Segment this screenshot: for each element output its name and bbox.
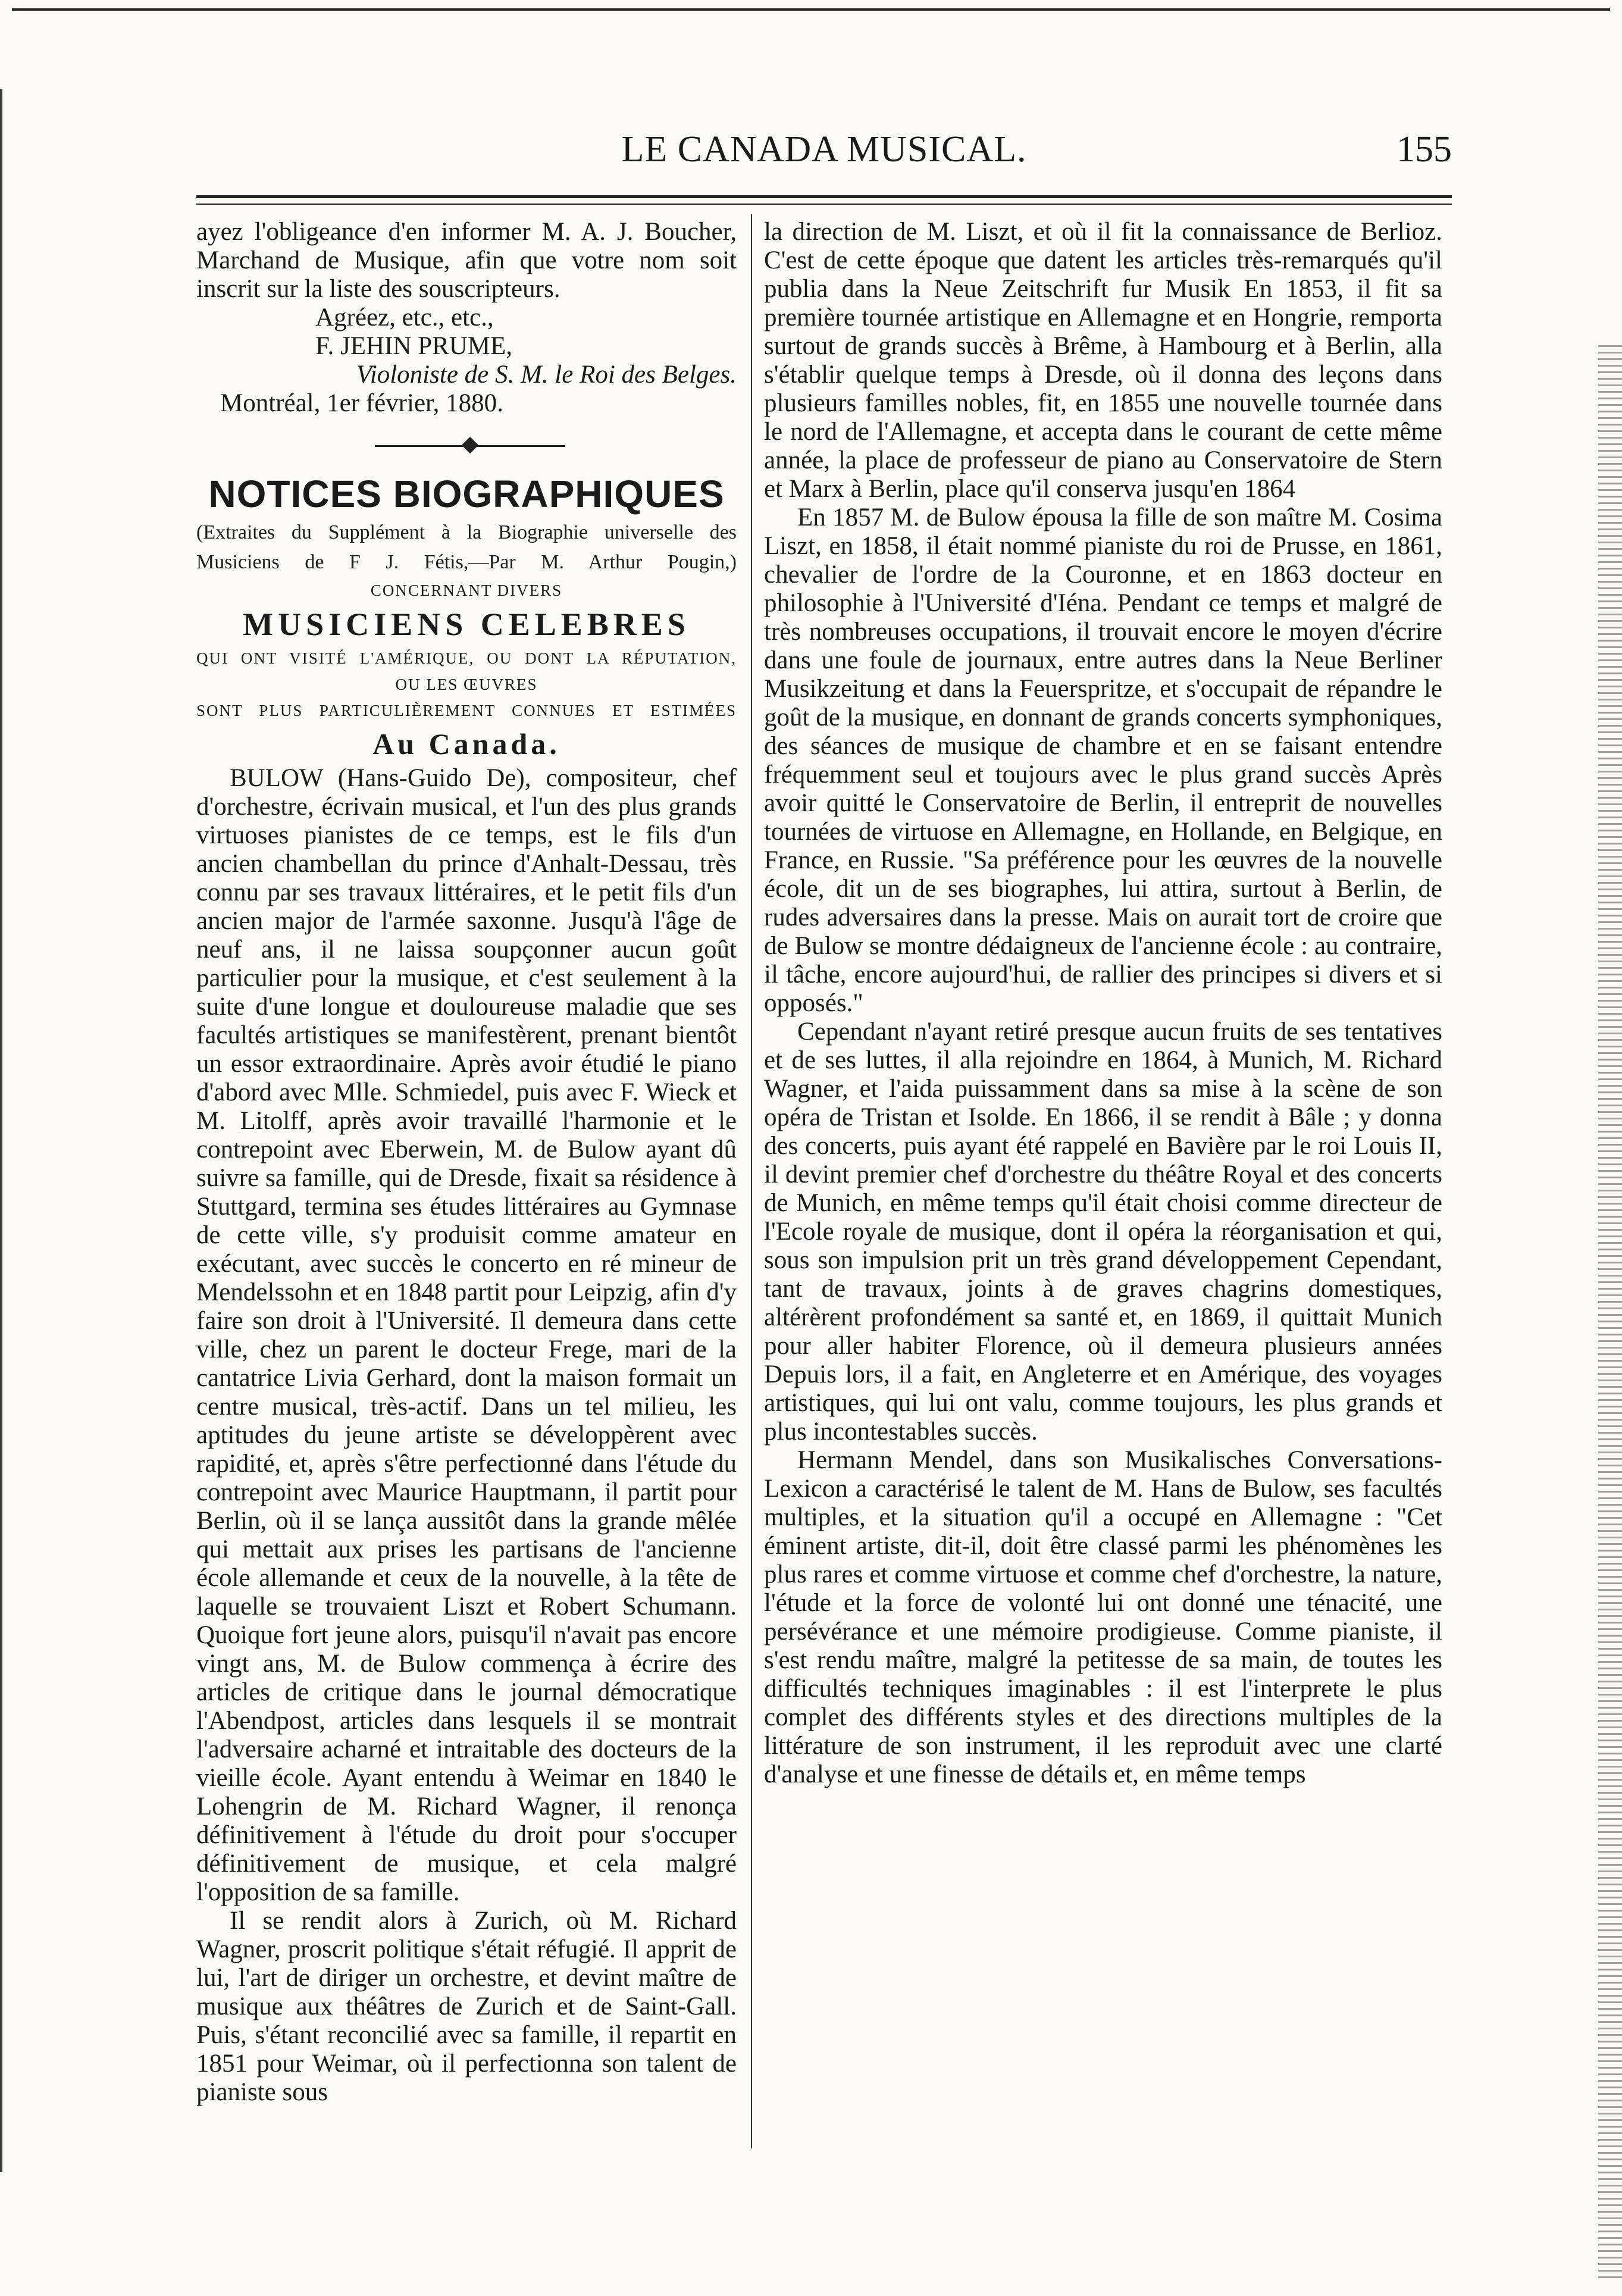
munich-paragraph: Cependant n'ayant retiré presque aucun fruits de ses tentatives et de ses luttes, il alla rejoindre en 1864, à Munich, M. Richard Wagner, et l'aida puissamment dans sa mise à la scène de son opéra de Tristan et Isolde. En 1866, il se rendit à Bâle ; y donna des concerts, puis ayant été rappelé en Bavière par le roi Louis II, il devint premier chef d'orchestre du théâtre Royal et des concerts de Munich, en même temps qu'il était choisi comme directeur de l'Ecole royale de musique, dont il opéra la réorganisation et qui, sous son impulsion prit un très grand développement Cependant, tant de travaux, joints à de graves chagrins domestiques, altérèrent profondément sa santé et, en 1869, il quittait Munich pour aller habiter Florence, où il demeura plusieurs années Depuis lors, il a fait, en Angleterre et en Amérique, des voyages artistiques, qui lui ont valu, comme toujours, les plus grands et plus incontestables succès.	[764, 1018, 1442, 1446]
page-left-edge	[0, 89, 2, 2172]
page-header	[196, 117, 1452, 188]
running-title: LE CANADA MUSICAL.	[621, 129, 1027, 170]
musiciens-heading: MUSICIENS CELEBRES	[243, 606, 690, 642]
top-border-rule	[12, 8, 1610, 11]
right-column	[764, 218, 1442, 1789]
source-note: (Extraites du Supplément à la Biographie universelle des Musiciens de F J. Fétis,—Par M. Arthur Pougin,)	[196, 521, 737, 573]
left-column	[196, 218, 737, 2107]
column-divider	[751, 214, 752, 2148]
sont-plus-line: SONT PLUS PARTICULIÈREMENT CONNUES ET ESTIMÉES	[196, 702, 737, 720]
signature-name: F. JEHIN PRUME,	[315, 332, 513, 360]
bulow-paragraph: BULOW (Hans-Guido De), compositeur, chef d'orchestre, écrivain musical, et l'un des plus grands virtuoses pianistes de ce temps, est le fils d'un ancien chambellan du prince d'Anhalt-Dessau, très connu par ses travaux littéraires, et le petit fils d'un ancien major de l'armée saxonne. Jusqu'à l'âge de neuf ans, il ne laissa soupçonner aucun goût particulier pour la musique, et c'est seulement à la suite d'une longue et douloureuse maladie que ses facultés artistiques se manifestèrent, prenant bientôt un essor extraordinaire. Après avoir étudié le piano d'abord avec Mlle. Schmiedel, puis avec F. Wieck et M. Litolff, après avoir travaillé l'harmonie et le contrepoint avec Eberwein, M. de Bulow ayant dû suivre sa famille, qui de Dresde, fixait sa résidence à Stuttgard, termina ses études littéraires au Gymnase de cette ville, s'y produisit comme amateur en exécutant, avec succès le concerto en ré mineur de Mendelssohn et en 1848 partit pour Leipzig, afin d'y faire son droit à l'Université. Il demeura dans cette ville, chez un parent le docteur Frege, mari de la cantatrice Livia Gerhard, dont la maison formait un centre musical, très-actif. Dans un tel milieu, les aptitudes du jeune artiste se développèrent avec rapidité, et, après s'être perfectionné dans l'étude du contrepoint avec Maurice Hauptmann, il partit pour Berlin, où il se lança aussitôt dans la grande mêlée qui mettait aux prises les partisans de l'ancienne école allemande et ceux de la nouvelle, à la tête de laquelle se trouvaient Liszt et Robert Schumann. Quoique fort jeune alors, puisqu'il n'avait pas encore vingt ans, M. de Bulow commença à écrire des articles de critique dans le journal démocratique l'Abendpost, articles dans lesquels il se montrait l'adversaire acharné et intraitable des docteurs de la vieille école. Ayant entendu à Weimar en 1840 le Lohengrin de M. Richard Wagner, il renonça définitivement à l'étude du droit pour s'occuper définitivement de musique, et cela malgré l'opposition de sa famille.	[196, 764, 737, 1906]
concernant-line: CONCERNANT DIVERS	[370, 581, 563, 599]
scan-binding-edge	[1598, 345, 1622, 2279]
letter-closing: Agréez, etc., etc.,	[315, 304, 494, 331]
section-title: NOTICES BIOGRAPHIQUES	[208, 473, 725, 515]
header-rule-thick	[196, 195, 1452, 198]
marriage-paragraph: En 1857 M. de Bulow épousa la fille de son maître M. Cosima Liszt, en 1858, il était nommé pianiste du roi de Prusse, en 1861, chevalier de l'ordre de la Couronne, et en 1863 docteur en philosophie à l'Université d'Iéna. Pendant ce temps et malgré de très nombreuses occupations, il trouvait encore le moyen d'écrire dans une foule de journaux, entre autres dans la Neue Berliner Musikzeitung et dans la Feuerspritze, et s'occupait de répandre le goût de la musique, en donnant de grands concerts symphoniques, des séances de musique de chambre et en se faisant entendre fréquemment seul et toujours avec le plus grand succès Après avoir quitté le Conservatoire de Berlin, il entreprit de nouvelles tournées de virtuose en Allemagne, en Hollande, en Belgique, en France, en Russie. "Sa préférence pour les œuvres de la nouvelle école, dit un de ses biographes, lui attira, surtout à Berlin, de rudes adversaires dans la presse. Mais on aurait tort de croire que de Bulow se montre dédaigneux de l'ancienne école : au contraire, il tâche, encore aujourd'hui, de rallier des principes si divers et si opposés."	[764, 503, 1442, 1017]
signature-title: Violoniste de S. M. le Roi des Belges.	[356, 361, 737, 389]
qui-ont-line: QUI ONT VISITÉ L'AMÉRIQUE, OU DONT LA RÉPUTATION,	[196, 649, 737, 667]
ou-les-line: OU LES ŒUVRES	[395, 675, 538, 693]
mendel-paragraph: Hermann Mendel, dans son Musikalisches Conversations-Lexicon a caractérisé le talent de M. Hans de Bulow, ses facultés multiples, et la situation qu'il a occupé en Allemagne : "Cet éminent artiste, dit-il, doit être classé parmi les phénomènes les plus rares et comme virtuose et comme chef d'orchestre, la nature, l'étude et la force de volonté lui ont donné une ténacité, une persévérance et une mémoire prodigieuse. Comme pianiste, il s'est rendu maître, malgré la petitesse de sa main, de toutes les difficultés techniques imaginables : il est l'interprete le plus complet des différents styles et des directions multiples de la littérature de son instrument, il les reproduit avec une clarté d'analyse et une finesse de détails et, en même temps	[764, 1446, 1442, 1788]
ornament-divider	[196, 428, 737, 464]
au-canada-heading: Au Canada.	[372, 727, 561, 761]
letter-end-paragraph: ayez l'obligeance d'en informer M. A. J. Boucher, Marchand de Musique, afin que votre nom soit inscrit sur la liste des souscripteurs.	[196, 218, 737, 303]
letter-date: Montréal, 1er février, 1880.	[220, 389, 503, 417]
ornament-diamond-icon	[462, 437, 478, 453]
zurich-paragraph: Il se rendit alors à Zurich, où M. Richard Wagner, proscrit politique s'était réfugié. Il apprit de lui, l'art de diriger un orchestre, et devint maître de musique aux théâtres de Zurich et de Saint-Gall. Puis, s'étant reconcilié avec sa famille, il repartit en 1851 pour Weimar, où il perfectionna son talent de pianiste sous	[196, 1907, 737, 2106]
weimar-paragraph: la direction de M. Liszt, et où il fit la connaissance de Berlioz. C'est de cette époque que datent les articles très-remarqués qu'il publia dans la Neue Zeitschrift fur Musik En 1853, il fit sa première tournée artistique en Allemagne et en Hongrie, remporta surtout de grands succès à Brême, à Hambourg et à Berlin, alla s'établir quelque temps à Dresde, où il donna des leçons dans plusieurs familles nobles, fit, en 1855 une nouvelle tournée dans le nord de l'Allemagne, et accepta dans le courant de cette même année, la place de professeur de piano au Conservatoire de Stern et Marx à Berlin, place qu'il conserva jusqu'en 1864	[764, 218, 1442, 503]
page-number: 155	[1396, 129, 1452, 170]
header-rule-thin	[196, 204, 1452, 205]
